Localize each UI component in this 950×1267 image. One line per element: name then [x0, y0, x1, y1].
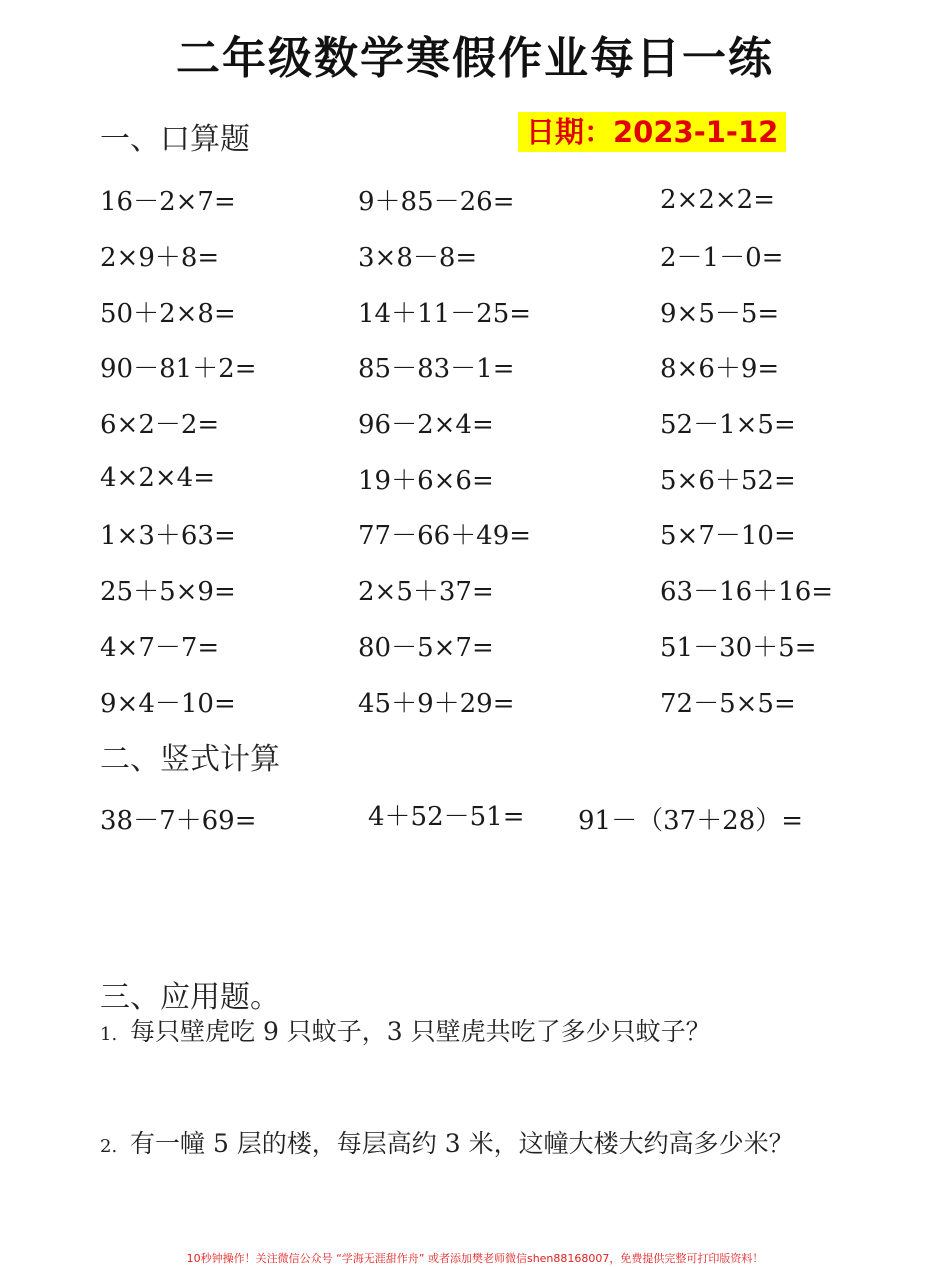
problem-number: 2. [100, 1136, 118, 1157]
oral-problem-grid [100, 172, 860, 729]
oral-problem: 25＋5×9= [100, 577, 236, 608]
oral-problem: 8×6＋9= [660, 354, 780, 385]
word-problem-2 [100, 1124, 794, 1160]
vertical-problem: 38－7＋69= [100, 806, 257, 836]
problem-text: 每只壁虎吃 9 只蚊子，3 只壁虎共吃了多少只蚊子？ [130, 1017, 711, 1046]
vertical-problem: 91－（37＋28）= [578, 806, 804, 836]
footer-note: 10秒钟操作！关注微信公众号 “学海无涯甜作舟” 或者添加樊老师微信shen88168007，免费提供完整可打印版资料！ [186, 1252, 764, 1265]
oral-row [100, 450, 860, 506]
oral-problem: 14＋11－25= [358, 298, 532, 329]
oral-problem: 96－2×4= [358, 410, 494, 441]
oral-problem: 9×5－5= [660, 298, 780, 329]
oral-problem: 6×2－2= [100, 410, 220, 441]
page-title: 二年级数学寒假作业每日一练 [176, 33, 774, 84]
oral-problem: 9＋85－26= [358, 187, 515, 218]
oral-problem: 3×8－8= [358, 243, 478, 274]
oral-problem: 85－83－1= [358, 354, 515, 385]
oral-row [100, 339, 860, 395]
oral-problem: 45＋9＋29= [358, 688, 515, 719]
word-problem-1 [100, 1012, 711, 1048]
oral-problem: 80－5×7= [358, 632, 494, 663]
oral-row [100, 283, 860, 339]
section-application-heading: 三、应用题。 [100, 980, 280, 1015]
oral-problem: 19＋6×6= [358, 465, 494, 496]
oral-row [100, 395, 860, 451]
oral-problem: 77－66＋49= [358, 521, 532, 552]
oral-problem: 4×7－7= [100, 632, 220, 663]
oral-problem: 2×5＋37= [358, 577, 494, 608]
oral-problem: 9×4－10= [100, 688, 236, 719]
problem-number: 1. [100, 1024, 118, 1045]
oral-problem: 5×7－10= [660, 521, 796, 552]
section-oral-heading: 一、口算题 [100, 122, 250, 157]
oral-problem: 90－81＋2= [100, 354, 257, 385]
oral-problem: 2×2×2= [660, 184, 775, 215]
oral-problem: 16－2×7= [100, 187, 236, 218]
oral-row [100, 172, 860, 228]
oral-problem: 2×9＋8= [100, 243, 220, 274]
oral-problem: 2－1－0= [660, 243, 784, 274]
oral-problem: 50＋2×8= [100, 298, 236, 329]
oral-problem: 1×3＋63= [100, 521, 236, 552]
oral-row [100, 228, 860, 284]
oral-row [100, 562, 860, 618]
oral-problem: 52－1×5= [660, 410, 796, 441]
oral-problem: 51－30＋5= [660, 632, 817, 663]
vertical-problem: 4＋52－51= [368, 802, 525, 832]
oral-row [100, 673, 860, 729]
oral-row [100, 506, 860, 562]
oral-problem: 5×6＋52= [660, 465, 796, 496]
oral-problem: 4×2×4= [100, 463, 215, 494]
problem-text: 有一幢 5 层的楼，每层高约 3 米，这幢大楼大约高多少米？ [130, 1129, 794, 1158]
section-vertical-heading: 二、竖式计算 [100, 742, 280, 777]
oral-row [100, 618, 860, 674]
oral-problem: 72－5×5= [660, 688, 796, 719]
date-label: 日期：2023-1-12 [518, 112, 786, 152]
oral-problem: 63－16＋16= [660, 577, 834, 608]
